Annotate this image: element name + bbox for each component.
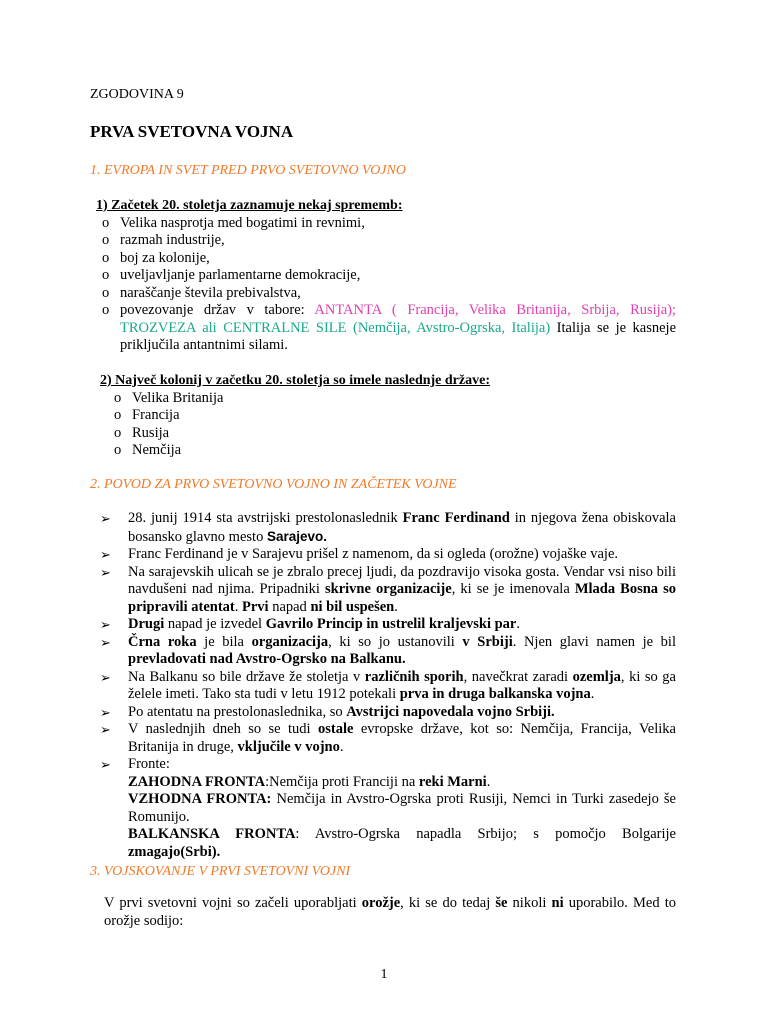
list-item: ➢ Franc Ferdinand je v Sarajevu prišel z namenom, da si ogleda (orožne) vojaške vaje. bbox=[100, 546, 619, 562]
list-item-fronts: ➢ Fronte: ZAHODNA FRONTA:Nemčija proti Franciji na reki Marni. VZHODNA FRONTA: Nemčija in Avstro-Ogrska proti Rusiji, Nemci in Turki zasedejo še Romunijo. BALKANSKA FRONTA: Avstro-Ogrska napadla Srbijo; s pomočjo Bolgarije zmagajo(Srbi). bbox=[100, 756, 676, 860]
events-list bbox=[100, 510, 676, 861]
western-front: ZAHODNA FRONTA:Nemčija proti Franciji na reki Marni. bbox=[128, 773, 491, 790]
list-item: o Velika Britanija bbox=[114, 389, 224, 406]
document-title: PRVA SVETOVNA VOJNA bbox=[90, 122, 294, 141]
sub-2-heading: 2) Največ kolonij v začetku 20. stoletja so imele naslednje države: bbox=[100, 373, 490, 388]
list-item: o Velika nasprotja med bogatimi in revnimi, bbox=[102, 214, 365, 231]
list-item: ➢ V naslednjih dneh so se tudi ostale evropske države, kot so: Nemčija, Francija, Velika Britanija in druge, vključile v vojno. bbox=[100, 721, 676, 755]
list-item-alliances: o povezovanje držav v tabore: ANTANTA ( Francija, Velika Britanija, Srbija, Rusija); TROZVEZA ali CENTRALNE SILE (Nemčija, Avstro-Ogrska, Italija) Italija se je kasneje priključila antantnimi silami. bbox=[102, 302, 677, 353]
list-item: o Nemčija bbox=[114, 442, 182, 458]
list-item: ➢ Črna roka je bila organizacija, ki so jo ustanovili v Srbiji. Njen glavi namen je bil prevladovati nad Avstro-Ogrsko na Balkanu. bbox=[100, 633, 676, 667]
list-item: o razmah industrije, bbox=[102, 232, 225, 248]
list-item: o uveljavljanje parlamentarne demokracije, bbox=[102, 267, 361, 283]
list-item: ➢ Drugi napad je izvedel Gavrilo Princip in ustrelil kraljevski par. bbox=[100, 616, 520, 632]
page-number: 1 bbox=[380, 967, 388, 982]
section-1-heading: 1. EVROPA IN SVET PRED PRVO SVETOVNO VOJNO bbox=[90, 163, 406, 178]
list-item: ➢ Po atentatu na prestolonaslednika, so Avstrijci napovedala vojno Srbiji. bbox=[100, 703, 555, 720]
list-item: o Francija bbox=[114, 407, 180, 423]
changes-list bbox=[102, 215, 676, 355]
section-1-sub-1 bbox=[96, 197, 676, 355]
section-1-sub-2 bbox=[100, 372, 676, 460]
section-3-heading: 3. VOJSKOVANJE V PRVI SVETOVNI VOJNI bbox=[90, 864, 351, 879]
list-item: o naraščanje števila prebivalstva, bbox=[102, 284, 301, 301]
list-item: ➢ Na Balkanu so bile države že stoletja v različnih sporih, navečkrat zaradi ozemlja, ki so ga želele imeti. Tako sta tudi v letu 1912 potekali prva in druga balkanska vojna. bbox=[100, 668, 676, 702]
eastern-front: VZHODNA FRONTA: Nemčija in Avstro-Ogrska proti Rusiji, Nemci in Turki zasedejo še Romunijo. bbox=[128, 791, 676, 825]
antanta-text: ANTANTA ( Francija, Velika Britanija, Srbija, Rusija); bbox=[314, 302, 676, 318]
list-item: ➢ Na sarajevskih ulicah se je zbralo precej ljudi, da pozdravijo visoka gosta. Vendar vsi niso bili navdušeni nad njima. Pripadniki skrivne organizacije, ki se je imenovala Mlada Bosna so pripravili atentat. Prvi napad ni bil uspešen. bbox=[100, 563, 676, 615]
course-label: ZGODOVINA 9 bbox=[90, 87, 184, 102]
list-item: o Rusija bbox=[114, 424, 170, 441]
section-2-heading: 2. POVOD ZA PRVO SVETOVNO VOJNO IN ZAČETEK VOJNE bbox=[90, 477, 457, 492]
colonies-list bbox=[114, 390, 676, 460]
sub-1-heading: 1) Začetek 20. stoletja zaznamuje nekaj sprememb: bbox=[96, 198, 403, 213]
list-item: ➢ 28. junij 1914 sta avstrijski prestolonaslednik Franc Ferdinand in njegova žena obiskovala bosansko glavno mesto Sarajevo. bbox=[100, 510, 676, 545]
list-item: o boj za kolonije, bbox=[102, 249, 210, 266]
balkan-front: BALKANSKA FRONTA: Avstro-Ogrska napadla Srbijo; s pomočjo Bolgarije zmagajo(Srbi). bbox=[128, 826, 676, 860]
section-3-paragraph: V prvi svetovni vojni so začeli uporabljati orožje, ki se do tedaj še nikoli ni uporabilo. Med to orožje sodijo: bbox=[104, 895, 676, 929]
trozveza-text: TROZVEZA ali CENTRALNE SILE (Nemčija, Avstro-Ogrska, Italija) bbox=[120, 319, 551, 336]
